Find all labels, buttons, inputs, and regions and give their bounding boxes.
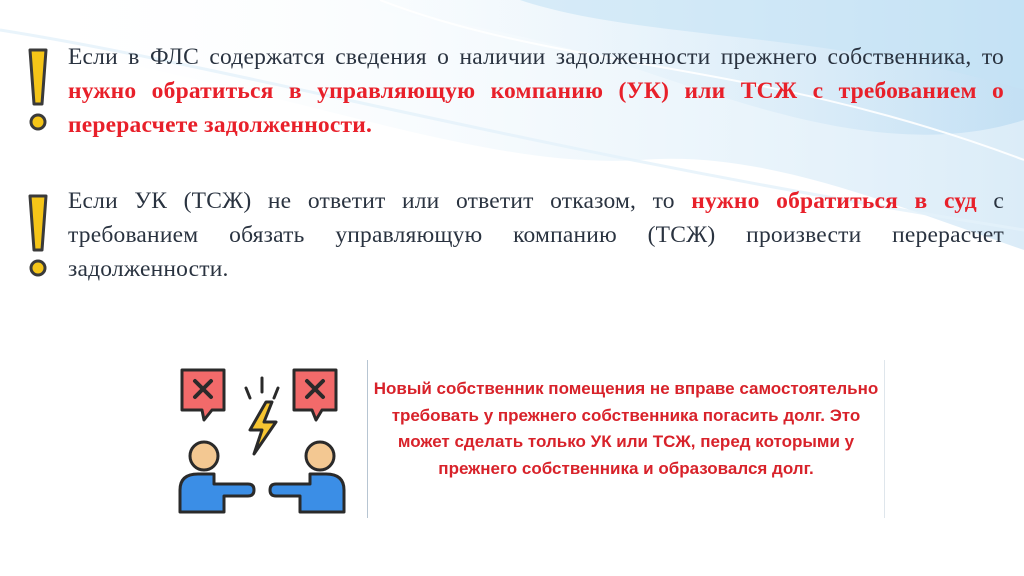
divider-line: [884, 360, 885, 518]
warning-note: Новый собственник помещения не вправе самостоятельно требовать у прежнего собственника погасить долг. Это может сделать только УК или ТСЖ, перед которыми у прежнего собственника и образовался долг.: [373, 379, 879, 478]
left-speech-bubble-icon: [182, 370, 224, 420]
exclamation-icon: [24, 46, 52, 136]
paragraph-text: Если в ФЛС содержатся сведения о наличии задолженности прежнего собственника, то: [68, 44, 1004, 70]
divider-line: [367, 360, 368, 518]
paragraph-text: с требованием обязать управляющую компанию (ТСЖ) произвести перерасчет задолженности.: [68, 188, 1004, 282]
conflict-people-icon: [176, 366, 348, 516]
right-speech-bubble-icon: [294, 370, 336, 420]
lightning-icon: [250, 402, 276, 454]
highlighted-instruction: нужно обратиться в управляющую компанию (УК) или ТСЖ с требованием о перерасчете задолженности.: [68, 78, 1004, 138]
paragraph-text: Если УК (ТСЖ) не ответит или ответит отказом, то: [68, 188, 692, 214]
court-info-paragraph: [68, 184, 1004, 286]
right-person-icon: [270, 442, 344, 512]
debt-info-paragraph: [68, 40, 1004, 142]
highlighted-instruction: нужно обратиться в суд: [691, 188, 977, 214]
exclamation-icon: [24, 192, 52, 282]
left-person-icon: [180, 442, 254, 512]
